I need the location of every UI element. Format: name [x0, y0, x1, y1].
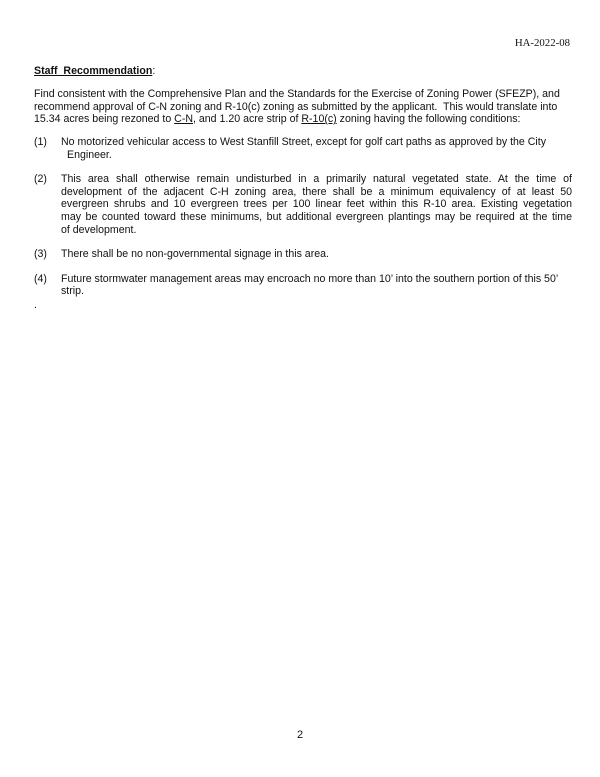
condition-number: (2)	[34, 173, 47, 186]
condition-text-line: Future stormwater management areas may encroach no more than 10’ into the southern portion of this 50’	[61, 272, 559, 285]
condition-text-line: strip.	[61, 285, 84, 298]
condition-number: (3)	[34, 248, 47, 261]
condition-text-line: evergreen shrubs and 10 evergreen trees per 100 linear feet within this R-10 area. Existing vegetation	[61, 198, 572, 211]
intro-line-2: recommend approval of C-N zoning and R-10(c) zoning as submitted by the applicant. This would translate into	[34, 100, 558, 113]
condition-text-line: No motorized vehicular access to West Stanfill Street, except for golf cart paths as approved by the City	[61, 136, 546, 148]
intro-text: 15.34 acres being rezoned to	[34, 113, 175, 126]
condition-item-1	[34, 136, 572, 161]
intro-paragraph	[34, 88, 572, 126]
section-heading-colon: :	[152, 65, 156, 77]
condition-text-line: Engineer.	[67, 148, 112, 161]
condition-number: (1)	[34, 136, 47, 148]
stray-mark: .	[34, 299, 37, 311]
conditions-list	[34, 136, 572, 310]
intro-line-1: Find consistent with the Comprehensive Plan and the Standards for the Exercise of Zoning Power (SFEZP), and	[34, 88, 560, 100]
condition-item-4	[34, 273, 572, 298]
condition-text-line: may be counted toward these minimums, but additional evergreen plantings may be required at the time	[61, 210, 572, 223]
condition-text-line: of development.	[61, 223, 137, 236]
condition-number: (4)	[34, 272, 47, 285]
intro-text: zoning having the following conditions:	[336, 113, 521, 126]
section-heading-title: Staff Recommendation	[34, 65, 153, 77]
condition-text-line: development of the adjacent C-H zoning area, there shall be a minimum equivalency of at least 50	[61, 185, 572, 198]
page-number: 2	[296, 729, 304, 741]
condition-text-line: There shall be no non-governmental signage in this area.	[61, 248, 329, 261]
intro-text: , and 1.20 acre strip of	[193, 113, 302, 126]
condition-item-3	[34, 248, 572, 261]
case-number: HA-2022-08	[514, 37, 570, 49]
intro-line-3	[34, 113, 572, 126]
section-heading	[34, 65, 155, 78]
condition-item-2	[34, 173, 572, 236]
zoning-r10c-label: R-10(c)	[301, 113, 337, 126]
zoning-cn-label: C-N	[174, 113, 194, 126]
condition-text-line: This area shall otherwise remain undisturbed in a primarily natural vegetated state. At the time of	[61, 173, 572, 186]
